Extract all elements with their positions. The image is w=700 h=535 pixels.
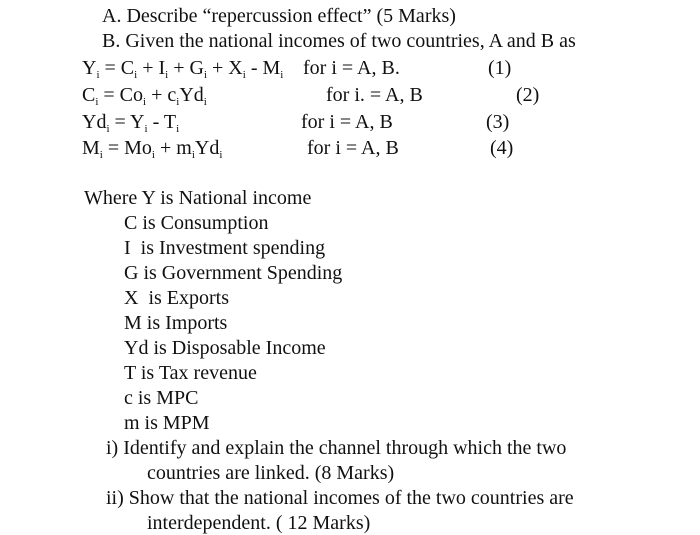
definition-item: c is MPC <box>124 387 199 409</box>
definition-item: G is Government Spending <box>124 262 343 284</box>
subscript: i <box>96 69 100 81</box>
definition-item: I is Investment spending <box>124 237 326 259</box>
equation-4-condition: for i = A, B <box>307 137 399 159</box>
term: = C <box>99 57 135 79</box>
part-b-question: B. Given the national incomes of two countries, A and B as <box>102 30 576 52</box>
subscript: i <box>242 69 246 81</box>
equation-1-lhs: Y <box>82 57 97 79</box>
subscript: i <box>144 123 148 135</box>
term: = Y <box>109 111 145 133</box>
subscript: i <box>143 96 147 108</box>
definition-item: T is Tax revenue <box>124 362 257 384</box>
equation-3 <box>82 110 179 134</box>
subquestion-ii-continued: interdependent. ( 12 Marks) <box>147 512 371 534</box>
part-a-question: A. Describe “repercussion effect” (5 Marks) <box>102 5 456 27</box>
equation-1 <box>82 56 283 80</box>
term: + X <box>207 57 243 79</box>
term: + c <box>146 84 177 106</box>
equation-4-lhs: M <box>82 137 100 159</box>
subscript: i <box>219 149 223 161</box>
term: - T <box>147 111 177 133</box>
term: - M <box>245 57 281 79</box>
definitions-intro: Where Y is National income <box>84 187 312 209</box>
term: = Mo <box>102 137 152 159</box>
term: Yd <box>194 137 220 159</box>
subscript: i <box>106 123 110 135</box>
equation-2-lhs: C <box>82 84 96 106</box>
subscript: i <box>134 69 138 81</box>
definition-item: C is Consumption <box>124 212 269 234</box>
term: + G <box>168 57 204 79</box>
term: Yd <box>179 84 204 106</box>
subscript: i <box>151 149 155 161</box>
definition-item: Yd is Disposable Income <box>124 337 326 359</box>
subscript: i <box>99 149 103 161</box>
equation-1-number: (1) <box>488 57 512 79</box>
equation-3-condition: for i = A, B <box>301 111 393 133</box>
equation-2-number: (2) <box>516 84 540 106</box>
subscript: i <box>280 69 284 81</box>
equation-1-condition: for i = A, B. <box>303 57 400 79</box>
equation-3-number: (3) <box>486 111 510 133</box>
equation-4-number: (4) <box>490 137 514 159</box>
definition-item: X is Exports <box>124 287 229 309</box>
term: = Co <box>98 84 144 106</box>
subscript: i <box>176 123 180 135</box>
subquestion-i-continued: countries are linked. (8 Marks) <box>147 462 395 484</box>
subscript: i <box>203 96 207 108</box>
definition-item: m is MPM <box>124 412 210 434</box>
term: + I <box>137 57 166 79</box>
equation-4 <box>82 136 222 160</box>
equation-2-condition: for i. = A, B <box>326 84 423 106</box>
definition-item: M is Imports <box>124 312 228 334</box>
subquestion-i: i) Identify and explain the channel through which the two <box>106 437 567 459</box>
equation-2 <box>82 83 207 107</box>
term: + m <box>154 137 192 159</box>
subscript: i <box>176 96 180 108</box>
equation-3-lhs: Yd <box>82 111 107 133</box>
subscript: i <box>95 96 99 108</box>
subquestion-ii: ii) Show that the national incomes of the two countries are <box>106 487 574 509</box>
subscript: i <box>203 69 208 81</box>
subscript: i <box>165 69 169 81</box>
subscript: i <box>191 149 195 161</box>
